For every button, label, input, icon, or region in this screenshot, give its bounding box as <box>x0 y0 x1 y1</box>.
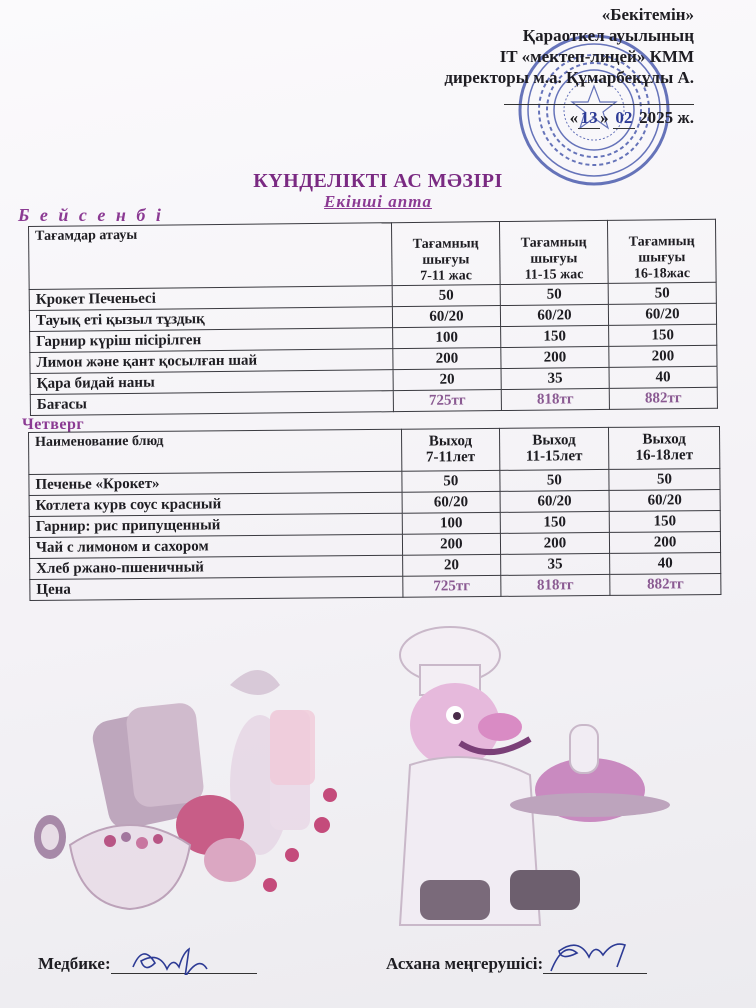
col-header-name: Наименование блюд <box>29 429 402 474</box>
col-header-age: Тағамның шығуы 7-11 жас <box>391 222 500 286</box>
dish-name: Гарнир: рис припущенный <box>29 513 402 537</box>
menu-table-ru <box>28 426 721 601</box>
portion: 100 <box>402 512 500 534</box>
dish-name: Тауық еті қызыл тұздық <box>29 307 392 332</box>
portion: 150 <box>500 511 610 533</box>
canteen-head-signature-line <box>543 955 647 974</box>
approval-line: Қараоткел ауылының <box>522 26 694 45</box>
col-header-name: Тағамдар атауы <box>29 223 393 290</box>
handwritten-signature-icon <box>547 941 637 975</box>
portion: 150 <box>609 324 717 346</box>
portion: 60/20 <box>608 303 716 325</box>
portion: 40 <box>609 366 717 388</box>
col-header-age: Выход 11-15лет <box>499 427 609 470</box>
handwritten-signature-icon <box>125 941 215 975</box>
approval-line: директоры м.а. Құмарбекұлы А. <box>444 68 694 87</box>
canteen-head-signature <box>386 954 647 974</box>
portion: 150 <box>501 325 609 347</box>
nurse-label: Медбике: <box>38 954 111 973</box>
portion: 35 <box>500 553 610 575</box>
portion: 200 <box>393 348 501 370</box>
dish-name: Лимон және қант қосылған шай <box>30 349 393 374</box>
nurse-signature-line <box>111 955 257 974</box>
decorative-illustration <box>30 615 730 935</box>
page-title: КҮНДЕЛІКТІ АС МӘЗІРІ <box>253 170 503 192</box>
price-label: Бағасы <box>30 391 393 416</box>
approval-line: «Бекітемін» <box>601 5 694 24</box>
portion: 60/20 <box>500 490 610 512</box>
portion: 60/20 <box>392 306 500 328</box>
dish-name: Хлеб ржано-пшеничный <box>30 555 403 579</box>
portion: 200 <box>500 532 610 554</box>
dish-name: Крокет Печеньесі <box>29 286 392 311</box>
portion: 100 <box>393 327 501 349</box>
portion: 50 <box>500 283 608 305</box>
price-value: 725тг <box>393 390 501 412</box>
dish-name: Қара бидай наны <box>30 370 393 395</box>
approval-block <box>444 4 694 129</box>
date-open: « <box>569 108 579 127</box>
portion: 50 <box>609 468 720 490</box>
day-label-thursday-ru: Четверг <box>22 416 85 433</box>
approval-line: IT «мектеп-лицей» КММ <box>499 47 694 66</box>
portion: 50 <box>392 285 500 307</box>
date-year: 2025 ж. <box>634 108 694 127</box>
price-value: 818тг <box>501 388 609 410</box>
col-header-age: Тағамның шығуы 16-18жас <box>607 219 716 283</box>
price-value: 882тг <box>609 387 717 409</box>
portion: 20 <box>403 554 501 576</box>
portion: 20 <box>393 369 501 391</box>
portion: 60/20 <box>402 491 500 513</box>
portion: 60/20 <box>609 489 720 511</box>
portion: 200 <box>402 533 500 555</box>
nurse-signature <box>38 954 257 974</box>
food-still-life-icon <box>34 670 337 909</box>
price-label: Цена <box>30 576 403 600</box>
portion: 50 <box>402 470 500 492</box>
col-header-age: Тағамның шығуы 11-15 жас <box>499 220 608 284</box>
canteen-head-label: Асхана меңгерушісі: <box>386 954 544 973</box>
price-value: 725тг <box>403 575 501 597</box>
portion: 200 <box>609 345 717 367</box>
date-month: 02 <box>613 107 635 129</box>
page-subtitle: Екінші апта <box>324 192 432 211</box>
price-value: 818тг <box>500 574 610 596</box>
menu-table-kz <box>28 219 718 416</box>
chef-cartoon-icon <box>400 627 670 925</box>
dish-name: Котлета курв соус красный <box>29 492 402 516</box>
day-label-thursday-kz: Б е й с е н б і <box>18 205 164 225</box>
portion: 40 <box>610 552 721 574</box>
col-header-age: Выход 7-11лет <box>401 428 499 471</box>
dish-name: Гарнир күріш пісірілген <box>30 328 393 353</box>
date-mid: » <box>600 108 613 127</box>
portion: 200 <box>501 346 609 368</box>
approval-date <box>444 107 694 129</box>
director-signature-line <box>504 92 694 105</box>
dish-name: Чай с лимоном и сахором <box>29 534 402 558</box>
portion: 60/20 <box>500 304 608 326</box>
portion: 35 <box>501 367 609 389</box>
col-header-age: Выход 16-18лет <box>609 426 720 469</box>
portion: 50 <box>608 282 716 304</box>
price-value: 882тг <box>610 573 721 595</box>
dish-name: Печенье «Крокет» <box>29 471 402 495</box>
portion: 200 <box>610 531 721 553</box>
date-day: 13 <box>578 107 600 129</box>
portion: 50 <box>500 469 610 491</box>
portion: 150 <box>609 510 720 532</box>
